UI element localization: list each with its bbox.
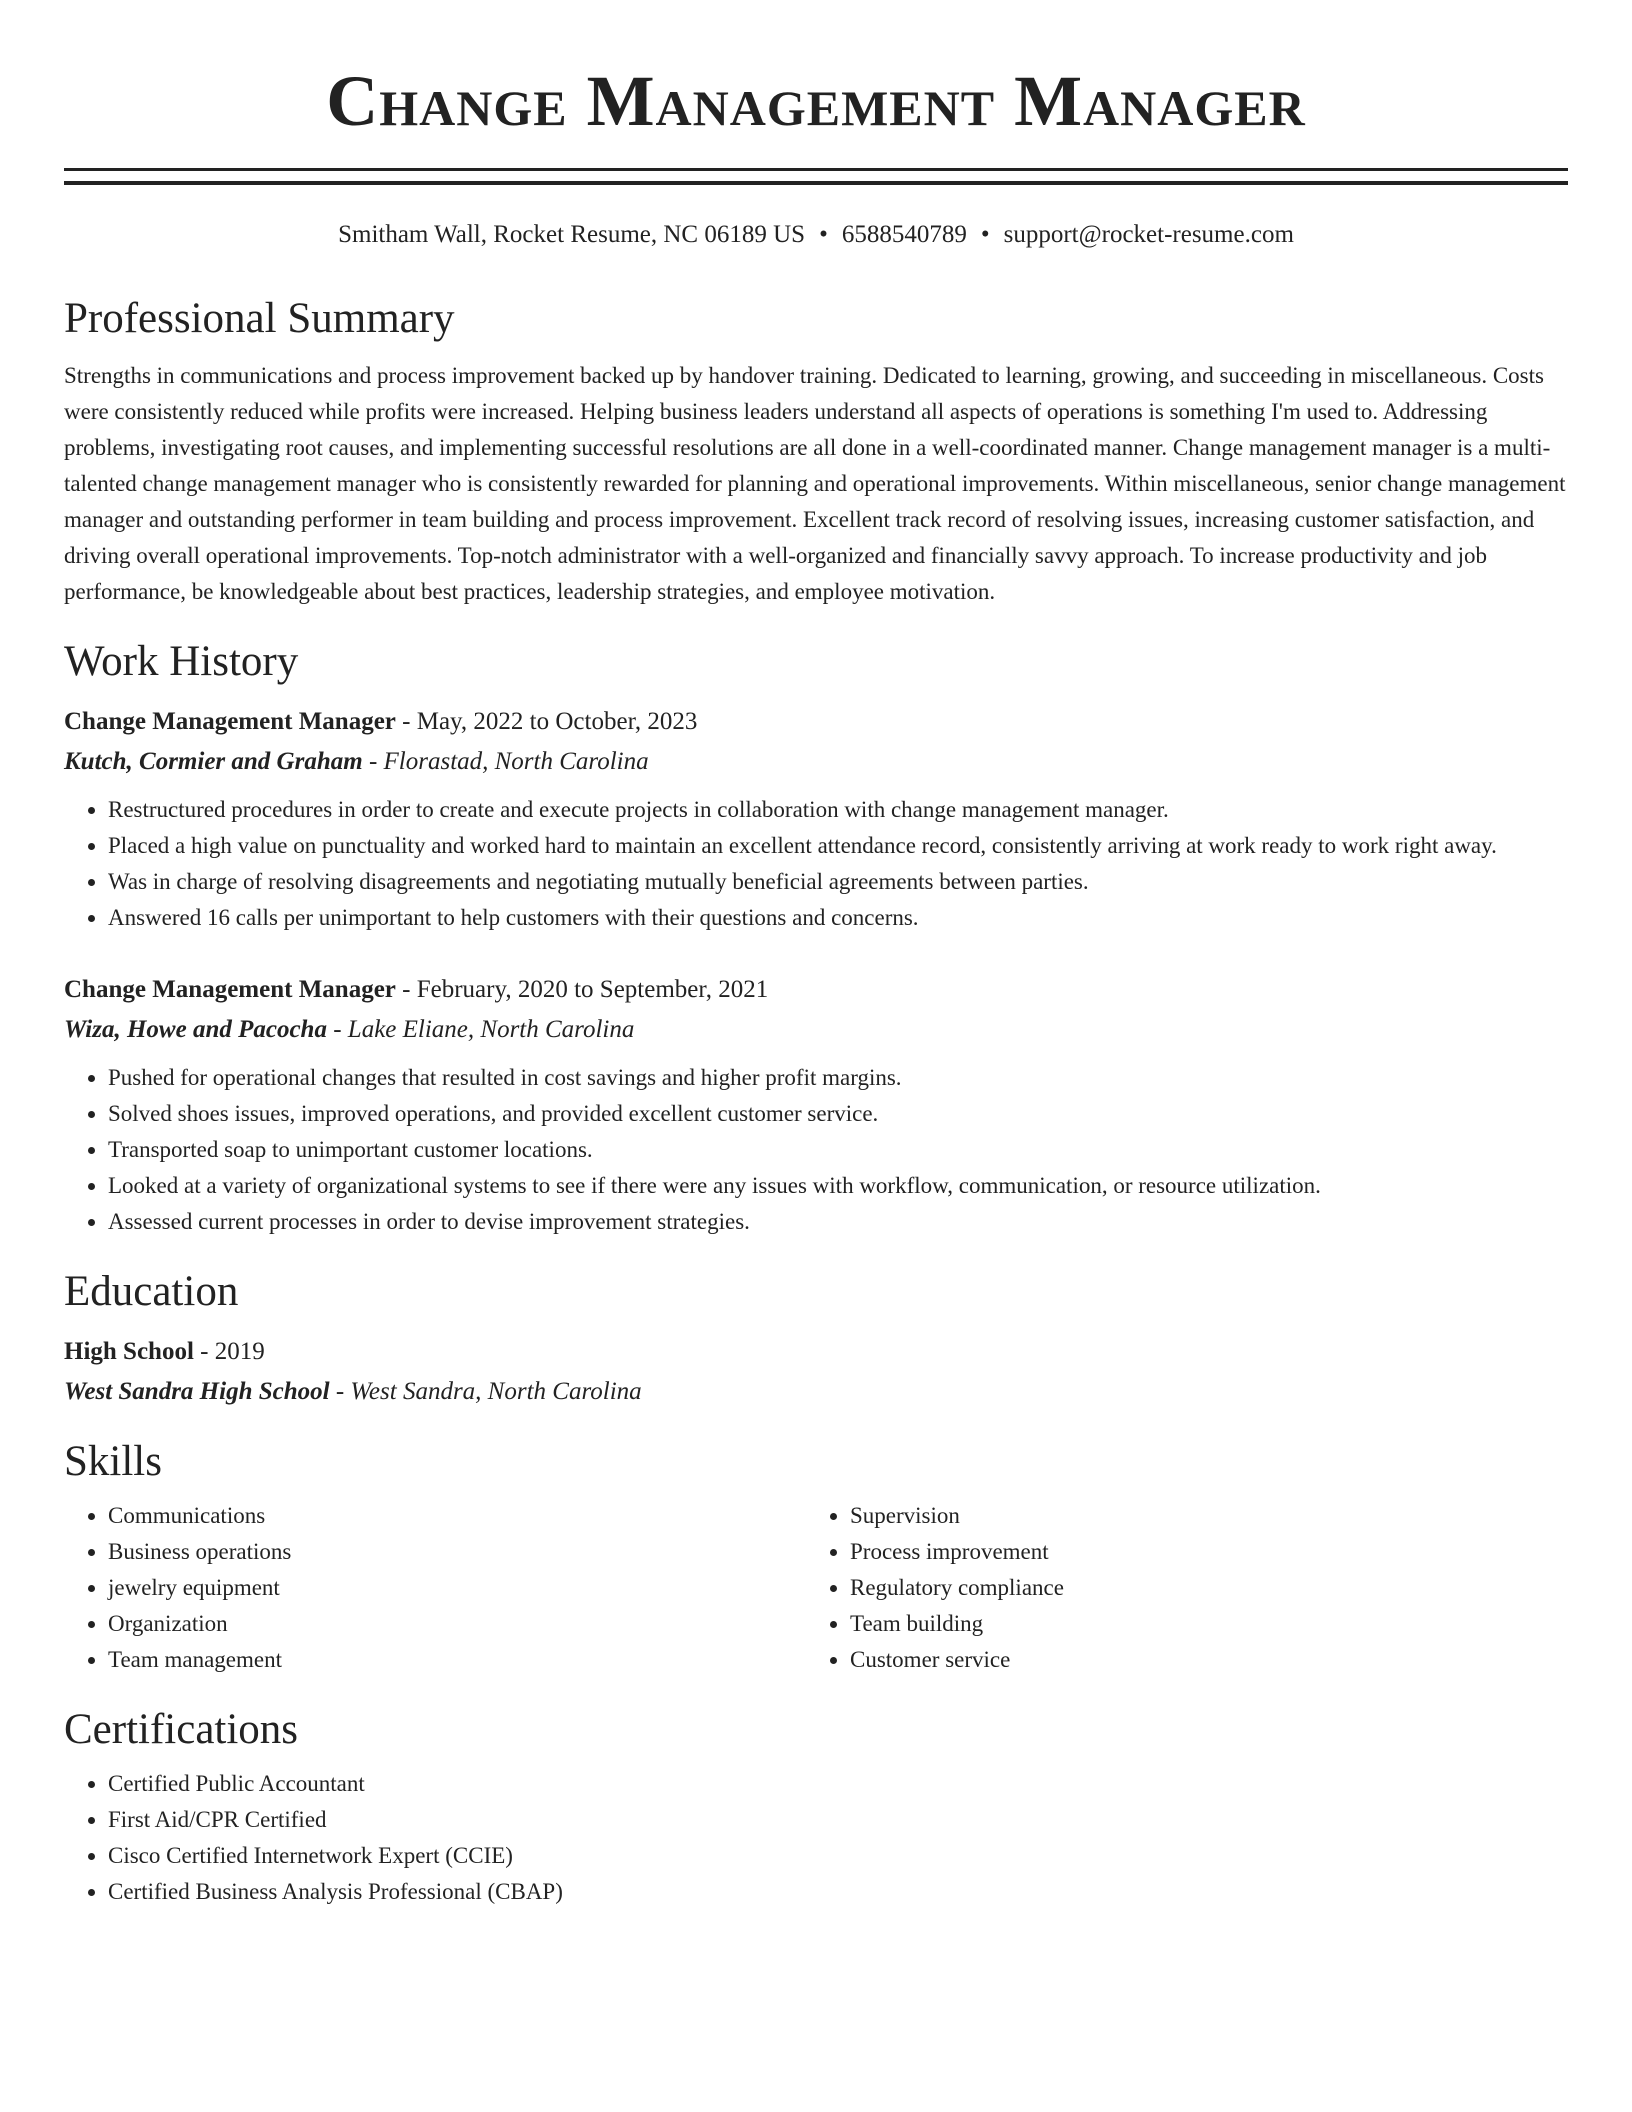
certification-item: • Certified Business Analysis Professional (CBAP) [108, 1874, 1568, 1910]
job-bullets [64, 1060, 1568, 1240]
summary-text: Strengths in communications and process improvement backed up by handover training. Dedicated to learning, growing, and succeeding in miscellaneous. Costs were consistently reduced while profits were increased. Helping business leaders understand all aspects of operations is something I'm used to. Addressing problems, investigating root causes, and implementing successful resolutions are all done in a well-coordinated manner. Change management manager is a multi-talented change management manager who is consistently rewarded for planning and operational improvements. Within miscellaneous, senior change management manager and outstanding performer in team building and process improvement. Excellent track record of resolving issues, increasing customer satisfaction, and driving overall operational improvements. Top-notch administrator with a well-organized and financially savvy approach. To increase productivity and job performance, be knowledgeable about best practices, leadership strategies, and employee motivation. [64, 363, 1566, 604]
contact-phone: 6588540789 [841, 221, 967, 248]
job-bullet: • Restructured procedures in order to create and execute projects in collaboration with change management manager. [108, 792, 1568, 828]
header-double-rule [64, 168, 1568, 185]
job-location: - Lake Eliane, North Carolina [326, 1016, 635, 1043]
contact-line [64, 219, 1568, 251]
skills-list-right [806, 1498, 1548, 1678]
skills-columns [64, 1498, 1568, 1678]
skill-item: • Regulatory compliance [850, 1570, 1548, 1606]
job-role: Change Management Manager [64, 976, 396, 1003]
job-dates: - February, 2020 to September, 2021 [395, 976, 769, 1003]
skill-item: • Process improvement [850, 1534, 1548, 1570]
job-dates: - May, 2022 to October, 2023 [395, 708, 698, 735]
certifications-list [64, 1766, 1568, 1910]
job-company-line [64, 1012, 1568, 1048]
contact-separator: • [819, 221, 828, 248]
education-year: - 2019 [193, 1338, 265, 1365]
certification-item: • Cisco Certified Internetwork Expert (CCIE) [108, 1838, 1568, 1874]
education-degree: High School [64, 1338, 194, 1365]
education-location: - West Sandra, North Carolina [329, 1378, 642, 1405]
job-company: Kutch, Cormier and Graham [64, 748, 363, 775]
certifications-section [64, 1704, 1568, 1910]
job-bullet: • Solved shoes issues, improved operations, and provided excellent customer service. [108, 1096, 1568, 1132]
education-school-line [64, 1374, 1568, 1410]
certification-item: • Certified Public Accountant [108, 1766, 1568, 1802]
skill-item: • Supervision [850, 1498, 1548, 1534]
job-title-line [64, 972, 1568, 1008]
contact-email: support@rocket-resume.com [1003, 221, 1294, 248]
summary-heading: Professional Summary [64, 295, 455, 342]
education-heading: Education [64, 1268, 239, 1315]
job-bullet: • Looked at a variety of organizational systems to see if there were any issues with workflow, communication, or resource utilization. [108, 1168, 1568, 1204]
job-location: - Florastad, North Carolina [362, 748, 649, 775]
skills-list-left [64, 1498, 806, 1678]
job-bullet: • Placed a high value on punctuality and worked hard to maintain an excellent attendance record, consistently arriving at work ready to work right away. [108, 828, 1568, 864]
education-degree-line [64, 1334, 1568, 1370]
job-bullet: • Answered 16 calls per unimportant to help customers with their questions and concerns. [108, 900, 1568, 936]
skill-item: • Team management [108, 1642, 806, 1678]
job-title-line [64, 704, 1568, 740]
skill-item: • Organization [108, 1606, 806, 1642]
skill-item: • Team building [850, 1606, 1548, 1642]
job-entry [64, 972, 1568, 1240]
skill-item: • jewelry equipment [108, 1570, 806, 1606]
job-bullet: • Transported soap to unimportant customer locations. [108, 1132, 1568, 1168]
work-history-heading: Work History [64, 638, 299, 685]
job-company-line [64, 744, 1568, 780]
skill-item: • Customer service [850, 1642, 1548, 1678]
job-bullet: • Pushed for operational changes that resulted in cost savings and higher profit margins. [108, 1060, 1568, 1096]
contact-address: Smitham Wall, Rocket Resume, NC 06189 US [338, 221, 806, 248]
contact-separator: • [980, 221, 990, 248]
job-role: Change Management Manager [64, 708, 396, 735]
job-bullets [64, 792, 1568, 936]
certification-item: • First Aid/CPR Certified [108, 1802, 1568, 1838]
job-entry [64, 704, 1568, 936]
certifications-heading: Certifications [64, 1706, 299, 1753]
job-bullet: • Assessed current processes in order to devise improvement strategies. [108, 1204, 1568, 1240]
job-company: Wiza, Howe and Pacocha [64, 1016, 327, 1043]
skill-item: • Business operations [108, 1534, 806, 1570]
skill-item: • Communications [108, 1498, 806, 1534]
resume-name: Change Management Manager [326, 61, 1306, 141]
job-bullet: • Was in charge of resolving disagreements and negotiating mutually beneficial agreements between parties. [108, 864, 1568, 900]
education-school: West Sandra High School [64, 1378, 330, 1405]
skills-heading: Skills [64, 1438, 162, 1485]
